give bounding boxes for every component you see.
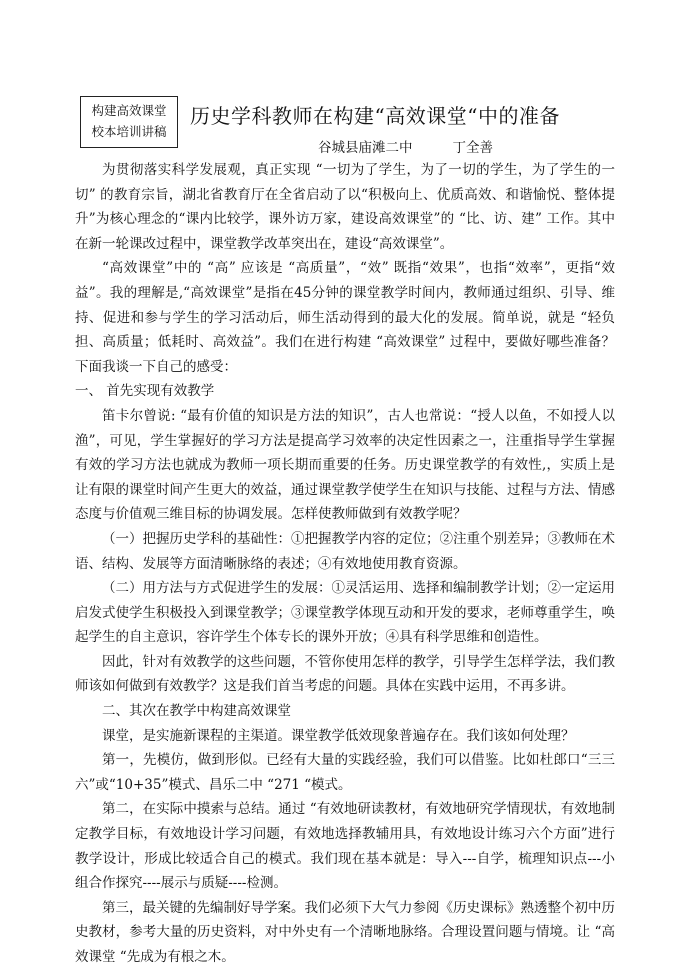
paragraph-therefore: 因此，针对有效教学的这些问题，不管你使用怎样的教学，引导学生怎样学法，我们教师该如何做到有效教学？这是我们首当考虑的问题。具体在实践中运用，不再多讲。 (75, 653, 615, 695)
paragraph-third: 第三，最关键的先编制好导学案。我们必须下大气力参阅《历史课标》熟透整个初中历史教材，参考大量的历史资料，对中外史有一个清晰地脉络。合理设置问题与情境。让 “高效课堂 “先成为有根之木。 (75, 899, 615, 965)
paragraph-definition: “高效课堂”中的 “高” 应该是 “高质量”，“效” 既指“效果”，也指“效率”，更指“效益”。我的理解是,“高效课堂”是指在45分钟的课堂教学时间内，教师通过组织、引导、维持、促进和参与学生的学习活动后，师生活动得到的最大化的发展。简单说，就是 “轻负担、高质量；低耗时、高效益”。我们在进行构建 “高效课堂” 过程中，要做好哪些准备？下面我谈一下自己的感受： (75, 260, 615, 375)
section-heading-2: 二、其次在教学中构建高效课堂 (102, 703, 291, 720)
byline (318, 136, 493, 156)
paragraph-classroom: 课堂，是实施新课程的主渠道。课堂教学低效现象普遍存在。我们该如何处理？ (102, 727, 575, 744)
byline-author: 丁全善 (452, 140, 493, 156)
paragraph-first: 第一，先模仿，做到形似。已经有大量的实践经验，我们可以借鉴。比如杜郎口“三三六”或“10+35”模式、昌乐二中 “271 “模式。 (75, 752, 615, 793)
paragraph-descartes: 笛卡尔曾说: “最有价值的知识是方法的知识”，古人也常说：“授人以鱼，不如授人以渔”，可见，学生掌握好的学习方法是提高学习效率的决定性因素之一，注重指导学生掌握有效的学习方法也就成为教师一项长期而重要的任务。历史课堂教学的有效性,，实质上是让有限的课堂时间产生更大的效益，通过课堂教学使学生在知识与技能、过程与方法、情感态度与价值观三维目标的协调发展。怎样使教师做到有效教学呢？ (75, 407, 615, 523)
document-title: 历史学科教师在构建“高效课堂“中的准备 (190, 104, 560, 128)
training-label-line-2: 校本培训讲稿 (91, 124, 167, 139)
paragraph-second: 第二，在实际中摸索与总结。通过 “有效地研读教材，有效地研究学情现状，有效地制定教学目标，有效地设计学习问题，有效地选择教辅用具，有效地设计练习六个方面”进行教学设计，形成比较适合自己的模式。我们现在基本就是：导入---自学，梳理知识点---小组合作探究----展示与质疑----检测。 (75, 801, 615, 892)
byline-school: 谷城县庙滩二中 (318, 140, 413, 156)
training-label-box (80, 96, 178, 148)
paragraph-point-2: （二）用方法与方式促进学生的发展：①灵活运用、选择和编制教学计划；②一定运用启发式使学生积极投入到课堂教学；③课堂教学体现互动和开发的要求，老师尊重学生，唤起学生的自主意识，容许学生个体专长的课外开放；④具有科学思维和创造性。 (75, 580, 615, 646)
training-label-line-1: 构建高效课堂 (91, 103, 167, 118)
section-heading-1: 一、 首先实现有效教学 (75, 383, 215, 400)
document-body (75, 158, 615, 970)
paragraph-intro: 为贯彻落实科学发展观，真正实现 “一切为了学生，为了一切的学生，为了学生的一切” 的教育宗旨，湖北省教育厅在全省启动了以“积极向上、优质高效、和谐愉悦、整体提升”为核心理念的“课内比较学，课外访万家，建设高效课堂”的 “比、访、建” 工作。其中在新一轮课改过程中，课堂教学改革突出在，建设“高效课堂”。 (75, 162, 615, 252)
paragraph-point-1: （一）把握历史学科的基础性：①把握教学内容的定位；②注重个别差异；③教师在术语、结构、发展等方面清晰脉络的表述；④有效地使用教育资源。 (75, 530, 615, 572)
